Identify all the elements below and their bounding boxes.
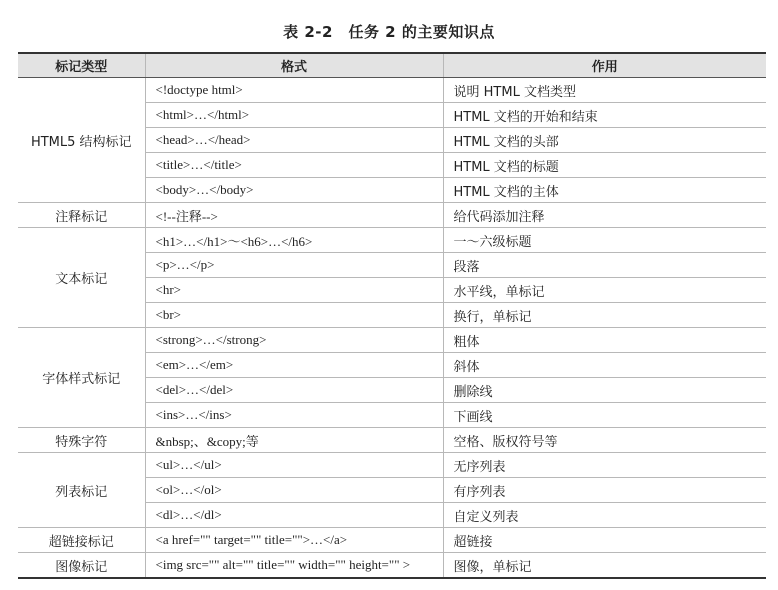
- usage-cell: HTML 文档的标题: [443, 153, 766, 178]
- usage-cell: 删除线: [443, 378, 766, 403]
- category-cell: 图像标记: [18, 553, 145, 579]
- usage-cell: 换行，单标记: [443, 303, 766, 328]
- category-cell: 特殊字符: [18, 428, 145, 453]
- usage-cell: HTML 文档的主体: [443, 178, 766, 203]
- format-cell: <hr>: [145, 278, 443, 303]
- format-cell: <ul>…</ul>: [145, 453, 443, 478]
- table-row: [18, 203, 766, 228]
- usage-cell: 空格、版权符号等: [443, 428, 766, 453]
- usage-cell: 无序列表: [443, 453, 766, 478]
- usage-cell: 给代码添加注释: [443, 203, 766, 228]
- table-caption: 表 2-2 任务 2 的主要知识点: [283, 23, 495, 41]
- format-cell: <!--注释-->: [145, 203, 443, 228]
- header-tag-type: 标记类型: [18, 53, 145, 78]
- table-row: [18, 553, 766, 579]
- format-cell: <strong>…</strong>: [145, 328, 443, 353]
- usage-cell: 说明 HTML 文档类型: [443, 78, 766, 103]
- usage-cell: 有序列表: [443, 478, 766, 503]
- usage-cell: 下画线: [443, 403, 766, 428]
- format-cell: <img src="" alt="" title="" width="" height="" >: [145, 553, 443, 579]
- usage-cell: 斜体: [443, 353, 766, 378]
- category-cell: 超链接标记: [18, 528, 145, 553]
- format-cell: <head>…</head>: [145, 128, 443, 153]
- format-cell: <a href="" target="" title="">…</a>: [145, 528, 443, 553]
- usage-cell: HTML 文档的头部: [443, 128, 766, 153]
- usage-cell: 粗体: [443, 328, 766, 353]
- format-cell: &nbsp;、&copy;等: [145, 428, 443, 453]
- usage-cell: 自定义列表: [443, 503, 766, 528]
- table-row: [18, 228, 766, 253]
- table-row: [18, 453, 766, 478]
- category-cell: 字体样式标记: [18, 328, 145, 428]
- category-cell: 列表标记: [18, 453, 145, 528]
- usage-cell: 超链接: [443, 528, 766, 553]
- format-cell: <ins>…</ins>: [145, 403, 443, 428]
- usage-cell: 图像，单标记: [443, 553, 766, 579]
- table-header-row: [18, 53, 766, 78]
- format-cell: <html>…</html>: [145, 103, 443, 128]
- format-cell: <del>…</del>: [145, 378, 443, 403]
- usage-cell: HTML 文档的开始和结束: [443, 103, 766, 128]
- table-row: [18, 78, 766, 103]
- category-cell: 文本标记: [18, 228, 145, 328]
- format-cell: <br>: [145, 303, 443, 328]
- format-cell: <!doctype html>: [145, 78, 443, 103]
- format-cell: <ol>…</ol>: [145, 478, 443, 503]
- format-cell: <title>…</title>: [145, 153, 443, 178]
- format-cell: <dl>…</dl>: [145, 503, 443, 528]
- format-cell: <body>…</body>: [145, 178, 443, 203]
- category-cell: 注释标记: [18, 203, 145, 228]
- knowledge-table: [18, 52, 766, 579]
- format-cell: <p>…</p>: [145, 253, 443, 278]
- format-cell: <h1>…</h1>～<h6>…</h6>: [145, 228, 443, 253]
- header-usage: 作用: [443, 53, 766, 78]
- usage-cell: 水平线，单标记: [443, 278, 766, 303]
- table-row: [18, 528, 766, 553]
- usage-cell: 一～六级标题: [443, 228, 766, 253]
- header-format: 格式: [145, 53, 443, 78]
- format-cell: <em>…</em>: [145, 353, 443, 378]
- usage-cell: 段落: [443, 253, 766, 278]
- table-row: [18, 428, 766, 453]
- table-row: [18, 328, 766, 353]
- category-cell: HTML5 结构标记: [18, 78, 145, 203]
